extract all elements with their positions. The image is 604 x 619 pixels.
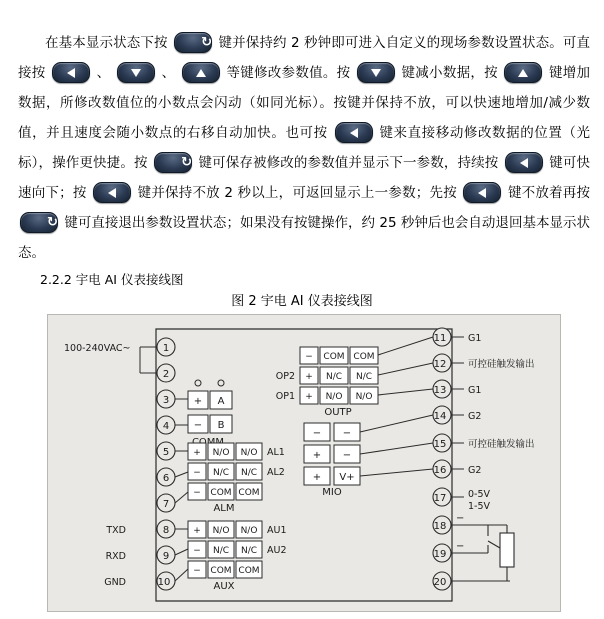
left-arrow-key-icon-2[interactable]: [335, 122, 373, 143]
text-seg-10: 键可快速向下；按: [18, 154, 591, 201]
svg-text:−: −: [193, 566, 201, 576]
svg-text:OP2: OP2: [275, 371, 295, 382]
right-label-1-5v: 1-5V: [468, 501, 491, 512]
terminal-6: 6: [162, 473, 170, 484]
terminal-17: 17: [433, 493, 447, 504]
right-label-0-5v: 0-5V: [468, 489, 491, 500]
loop-key-icon-3[interactable]: ↻: [20, 212, 58, 233]
terminal-3: 3: [162, 395, 170, 406]
left-arrow-key-icon-5[interactable]: [463, 182, 501, 203]
right-label-g2-a: G2: [468, 411, 482, 422]
svg-text:N/O: N/O: [355, 392, 373, 402]
label-gnd: GND: [104, 577, 126, 588]
svg-text:AL2: AL2: [267, 467, 285, 478]
svg-text:A: A: [217, 396, 225, 407]
svg-text:V+: V+: [339, 472, 355, 483]
svg-text:COM: COM: [210, 566, 232, 576]
svg-text:N/O: N/O: [240, 526, 258, 536]
svg-text:B: B: [217, 420, 225, 431]
down-arrow-key-icon-2[interactable]: [357, 62, 395, 83]
svg-text:MIO: MIO: [322, 487, 342, 498]
svg-text:AU1: AU1: [267, 525, 287, 536]
right-label-g1-a: G1: [468, 333, 482, 344]
svg-text:AUX: AUX: [213, 581, 235, 592]
terminal-19: 19: [433, 549, 447, 560]
svg-text:N/O: N/O: [325, 392, 343, 402]
terminal-12: 12: [433, 359, 447, 370]
svg-text:+: +: [305, 372, 313, 382]
svg-text:−: −: [193, 546, 201, 556]
svg-text:−: −: [342, 450, 352, 461]
svg-text:−: −: [312, 428, 322, 439]
right-label-g1-b: G1: [468, 385, 482, 396]
terminal-8: 8: [162, 525, 170, 536]
terminal-5: 5: [162, 447, 170, 458]
text-seg-8: 键来直接移动修改数据的位置（光标），操作更快捷。按: [18, 124, 591, 171]
svg-text:N/O: N/O: [212, 526, 230, 536]
svg-text:AU2: AU2: [267, 545, 287, 556]
text-seg-12: 键不放着再按: [507, 184, 591, 201]
label-txd: TXD: [106, 525, 126, 536]
text-seg-2: 键并保持约 2 秒钟即可进入自定义的现场参数设置状态。可直接按: [18, 34, 591, 81]
terminal-13: 13: [433, 385, 447, 396]
svg-text:−: −: [342, 428, 352, 439]
svg-text:COM: COM: [238, 566, 260, 576]
up-arrow-key-icon-2[interactable]: [504, 62, 542, 83]
text-seg-5: 等键修改参数值。按: [226, 64, 351, 81]
svg-text:COM: COM: [210, 488, 232, 498]
text-seg-1: 在基本显示状态下按: [45, 34, 168, 51]
svg-text:−: −: [193, 468, 201, 478]
down-arrow-key-icon[interactable]: [117, 62, 155, 83]
svg-text:N/C: N/C: [212, 546, 230, 556]
text-seg-9: 键可保存被修改的参数值并显示下一参数，持续按: [198, 154, 499, 171]
left-arrow-key-icon-4[interactable]: [93, 182, 131, 203]
figure-caption: 图 2 宇电 AI 仪表接线图: [231, 294, 373, 309]
terminal-11: 11: [433, 333, 447, 344]
terminal-1: 1: [162, 343, 170, 354]
svg-text:ALM: ALM: [213, 503, 235, 514]
wiring-diagram-svg: [48, 315, 560, 611]
terminal-20: 20: [433, 577, 447, 588]
text-seg-4: 、: [161, 64, 176, 81]
left-arrow-key-icon[interactable]: [52, 62, 90, 83]
terminal-16: 16: [433, 465, 447, 476]
svg-text:+: +: [312, 450, 322, 461]
svg-text:N/O: N/O: [212, 448, 230, 458]
text-seg-11: 键并保持不放 2 秒以上，可返回显示上一参数；先按: [137, 184, 457, 201]
svg-text:−: −: [193, 420, 203, 431]
svg-text:OUTP: OUTP: [324, 407, 352, 418]
terminal-9: 9: [162, 551, 170, 562]
right-label-scr-1: 可控硅触发输出: [468, 359, 535, 370]
label-rxd: RXD: [105, 551, 126, 562]
svg-text:COM: COM: [323, 352, 345, 362]
text-seg-13: 键可直接退出参数设置状态；如果没有按键操作，约 25 秒钟后也会自动退回基本显示状态。: [18, 214, 590, 261]
text-seg-3: 、: [96, 64, 111, 81]
loop-key-icon[interactable]: ↻: [174, 32, 212, 53]
up-arrow-key-icon[interactable]: [182, 62, 220, 83]
terminal-10: 10: [157, 577, 171, 588]
svg-text:+: +: [193, 396, 203, 407]
power-label: 100-240VAC~: [64, 343, 131, 354]
svg-text:AL1: AL1: [267, 447, 285, 458]
text-seg-7: 键增加数据，所修改数值位的小数点会闪动（如同光标）。按键并保持不放，可以快速地增加/减少数值，并且速度会随小数点的右移自动加快。也可按: [18, 64, 591, 141]
svg-text:−: −: [305, 352, 313, 362]
svg-text:−: −: [193, 488, 201, 498]
svg-text:COM: COM: [238, 488, 260, 498]
svg-text:N/C: N/C: [325, 372, 343, 382]
svg-text:OP1: OP1: [275, 391, 295, 402]
svg-text:COM: COM: [353, 352, 375, 362]
svg-text:+: +: [312, 472, 322, 483]
section-heading: 2.2.2 宇电 AI 仪表接线图: [40, 272, 184, 287]
terminal-14: 14: [433, 411, 447, 422]
body-paragraph: [18, 14, 590, 281]
svg-text:+: +: [193, 448, 201, 458]
terminal-4: 4: [162, 421, 170, 432]
svg-text:N/C: N/C: [355, 372, 373, 382]
terminal-7: 7: [162, 499, 170, 510]
svg-text:+: +: [193, 526, 201, 536]
text-seg-6: 键减小数据，按: [401, 64, 498, 81]
right-label-g2-b: G2: [468, 465, 482, 476]
right-label-scr-2: 可控硅触发输出: [468, 439, 535, 450]
svg-text:N/O: N/O: [240, 448, 258, 458]
svg-text:−: −: [456, 541, 465, 552]
svg-text:−: −: [456, 513, 465, 524]
terminal-2: 2: [162, 369, 170, 380]
wiring-diagram-figure: [47, 314, 561, 612]
left-arrow-key-icon-3[interactable]: [505, 152, 543, 173]
terminal-18: 18: [433, 521, 447, 532]
svg-text:N/C: N/C: [240, 468, 258, 478]
loop-key-icon-2[interactable]: ↻: [154, 152, 192, 173]
svg-text:N/C: N/C: [240, 546, 258, 556]
paragraph-1: [18, 28, 590, 268]
svg-text:+: +: [305, 392, 313, 402]
svg-text:N/C: N/C: [212, 468, 230, 478]
terminal-15: 15: [433, 439, 447, 450]
